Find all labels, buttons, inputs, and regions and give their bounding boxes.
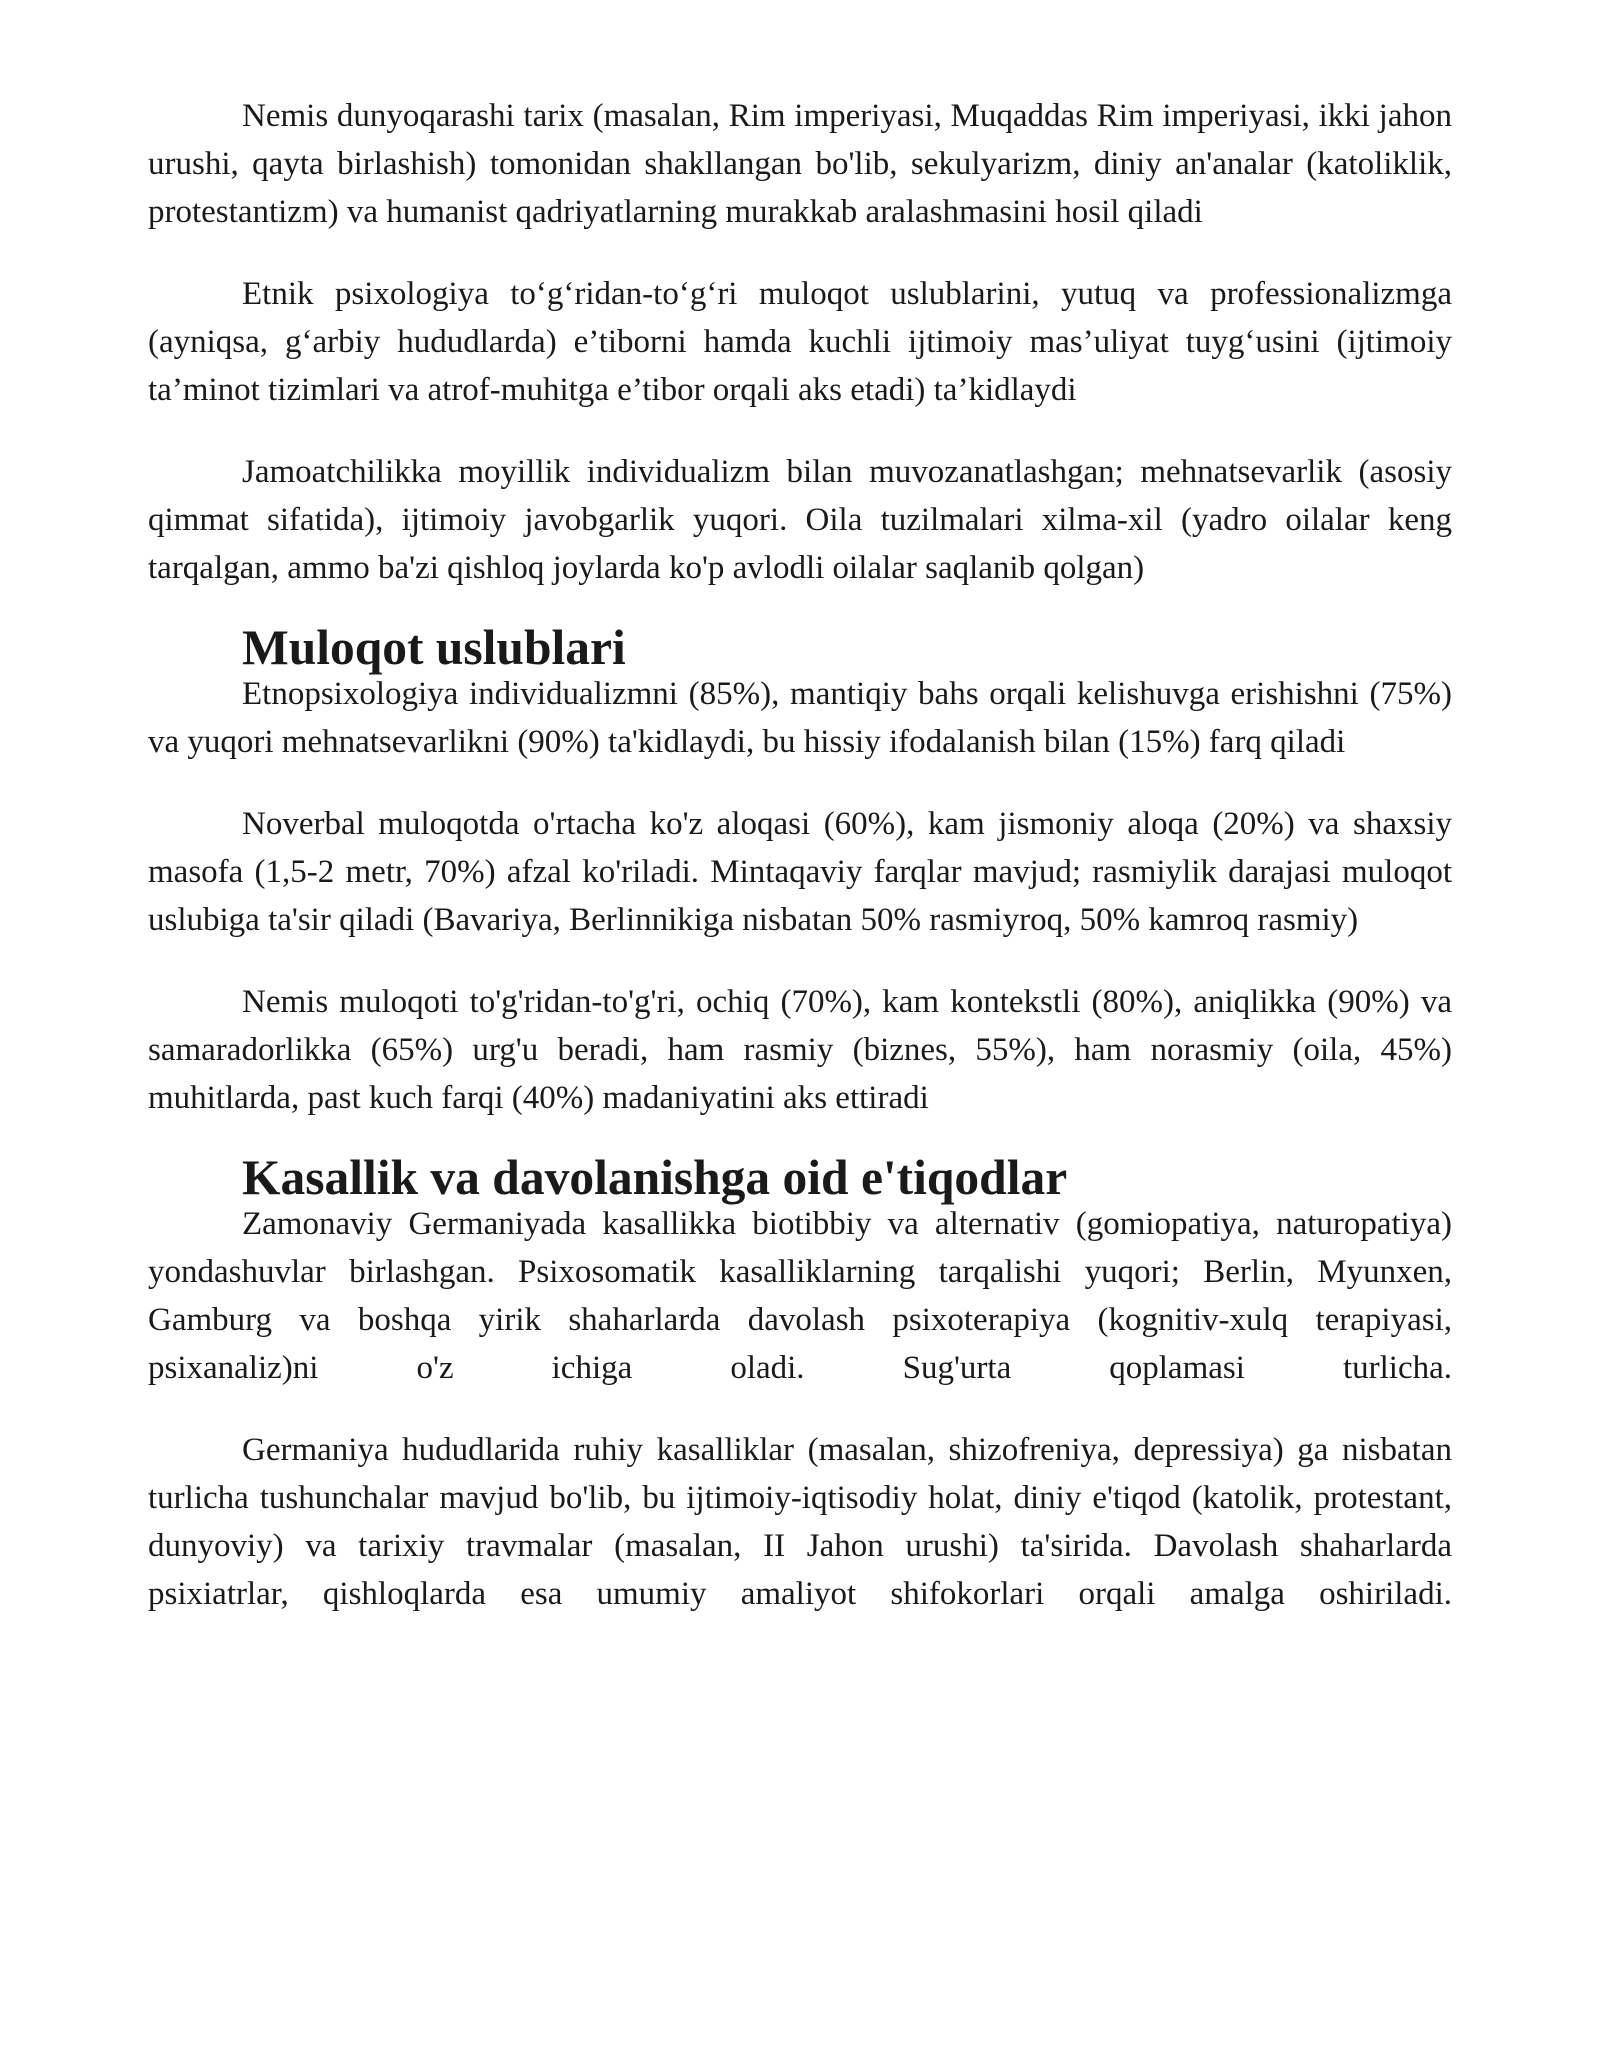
document-page [148, 92, 1452, 1652]
paragraph-modern-germany-illness: Zamonaviy Germaniyada kasallikka biotibbiy va alternativ (gomiopatiya, naturopatiya) yondashuvlar birlashgan. Psixosomatik kasalliklarning tarqalishi yuqori; Berlin, Myunxen, Gamburg va boshqa yirik shaharlarda davolash psixoterapiya (kognitiv-xulq terapiyasi, psixanaliz)ni o'z ichiga oladi. Sug'urta qoplamasi turlicha. [148, 1206, 1452, 1386]
paragraph-worldview: Nemis dunyoqarashi tarix (masalan, Rim imperiyasi, Muqaddas Rim imperiyasi, ikki jahon urushi, qayta birlashish) tomonidan shakllangan bo'lib, sekulyarizm, diniy an'analar (katoliklik, protestantizm) va humanist qadriyatlarning murakkab aralashmasini hosil qiladi [148, 98, 1452, 230]
heading-communication-styles: Muloqot uslublari [242, 620, 626, 675]
paragraph-ethnic-psychology: Etnik psixologiya to‘g‘ridan-to‘g‘ri muloqot uslublarini, yutuq va professionalizmga (ayniqsa, g‘arbiy hududlarda) e’tiborni hamda kuchli ijtimoiy mas’uliyat tuyg‘usini (ijtimoiy ta’minot tizimlari va atrof-muhitga e’tibor orqali aks etadi) ta’kidlaydi [148, 276, 1452, 408]
paragraph-nonverbal: Noverbal muloqotda o'rtacha ko'z aloqasi (60%), kam jismoniy aloqa (20%) va shaxsiy masofa (1,5-2 metr, 70%) afzal ko'riladi. Mintaqaviy farqlar mavjud; rasmiylik darajasi muloqot uslubiga ta'sir qiladi (Bavariya, Berlinnikiga nisbatan 50% rasmiyroq, 50% kamroq rasmiy) [148, 806, 1452, 938]
paragraph-german-communication: Nemis muloqoti to'g'ridan-to'g'ri, ochiq (70%), kam kontekstli (80%), aniqlikka (90%) va samaradorlikka (65%) urg'u beradi, ham rasmiy (biznes, 55%), ham norasmiy (oila, 45%) muhitlarda, past kuch farqi (40%) madaniyatini aks ettiradi [148, 984, 1452, 1116]
paragraph-ethnopsychology: Etnopsixologiya individualizmni (85%), mantiqiy bahs orqali kelishuvga erishishni (75%) va yuqori mehnatsevarlikni (90%) ta'kidlaydi, bu hissiy ifodalanish bilan (15%) farq qiladi [148, 676, 1452, 760]
paragraph-mental-illness: Germaniya hududlarida ruhiy kasalliklar (masalan, shizofreniya, depressiya) ga nisbatan turlicha tushunchalar mavjud bo'lib, bu ijtimoiy-iqtisodiy holat, diniy e'tiqod (katolik, protestant, dunyoviy) va tarixiy travmalar (masalan, II Jahon urushi) ta'sirida. Davolash shaharlarda psixiatrlar, qishloqlarda esa umumiy amaliyot shifokorlari orqali amalga oshiriladi. [148, 1432, 1452, 1612]
paragraph-collectivism: Jamoatchilikka moyillik individualizm bilan muvozanatlashgan; mehnatsevarlik (asosiy qimmat sifatida), ijtimoiy javobgarlik yuqori. Oila tuzilmalari xilma-xil (yadro oilalar keng tarqalgan, ammo ba'zi qishloq joylarda ko'p avlodli oilalar saqlanib qolgan) [148, 454, 1452, 586]
heading-illness-beliefs: Kasallik va davolanishga oid e'tiqodlar [242, 1150, 1068, 1205]
